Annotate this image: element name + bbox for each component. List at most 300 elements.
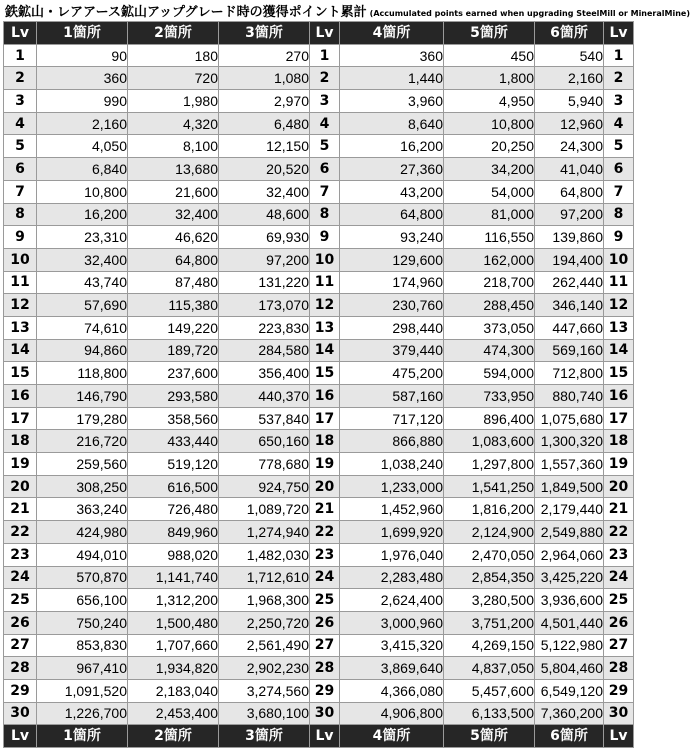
points-cell: 1,300,320 <box>535 430 604 453</box>
level-cell: 9 <box>310 226 340 249</box>
level-cell: 15 <box>604 362 634 385</box>
points-cell: 1,968,300 <box>219 589 310 612</box>
points-cell: 8,100 <box>128 135 219 158</box>
points-cell: 540 <box>535 44 604 67</box>
points-cell: 712,800 <box>535 362 604 385</box>
points-cell: 6,480 <box>219 112 310 135</box>
table-row <box>4 498 634 521</box>
points-cell: 69,930 <box>219 226 310 249</box>
table-row <box>4 589 634 612</box>
points-cell: 967,410 <box>37 657 128 680</box>
level-cell: 23 <box>604 543 634 566</box>
level-cell: 24 <box>4 566 37 589</box>
points-cell: 64,800 <box>535 180 604 203</box>
level-cell: 18 <box>310 430 340 453</box>
table-row <box>4 702 634 725</box>
header-cell: Lv <box>4 22 37 45</box>
points-cell: 1,541,250 <box>444 475 535 498</box>
table-body <box>4 44 634 725</box>
points-cell: 6,549,120 <box>535 679 604 702</box>
points-cell: 24,300 <box>535 135 604 158</box>
table-row <box>4 566 634 589</box>
level-cell: 5 <box>4 135 37 158</box>
level-cell: 4 <box>310 112 340 135</box>
points-cell: 379,440 <box>340 339 444 362</box>
points-cell: 1,075,680 <box>535 407 604 430</box>
header-cell: 6箇所 <box>535 22 604 45</box>
points-cell: 262,440 <box>535 271 604 294</box>
points-cell: 924,750 <box>219 475 310 498</box>
points-cell: 12,960 <box>535 112 604 135</box>
points-cell: 4,837,050 <box>444 657 535 680</box>
points-cell: 1,707,660 <box>128 634 219 657</box>
points-cell: 717,120 <box>340 407 444 430</box>
level-cell: 30 <box>604 702 634 725</box>
points-cell: 32,400 <box>219 180 310 203</box>
header-cell: 2箇所 <box>128 22 219 45</box>
points-cell: 93,240 <box>340 226 444 249</box>
points-cell: 218,700 <box>444 271 535 294</box>
level-cell: 16 <box>310 385 340 408</box>
level-cell: 28 <box>604 657 634 680</box>
points-cell: 10,800 <box>37 180 128 203</box>
level-cell: 4 <box>4 112 37 135</box>
points-cell: 447,660 <box>535 316 604 339</box>
level-cell: 21 <box>310 498 340 521</box>
points-cell: 733,950 <box>444 385 535 408</box>
points-cell: 64,800 <box>340 203 444 226</box>
level-cell: 19 <box>310 453 340 476</box>
points-cell: 298,440 <box>340 316 444 339</box>
points-cell: 1,976,040 <box>340 543 444 566</box>
points-cell: 2,179,440 <box>535 498 604 521</box>
points-cell: 849,960 <box>128 521 219 544</box>
points-cell: 16,200 <box>340 135 444 158</box>
points-cell: 13,680 <box>128 158 219 181</box>
points-cell: 5,940 <box>535 90 604 113</box>
points-cell: 2,160 <box>535 67 604 90</box>
level-cell: 19 <box>4 453 37 476</box>
level-cell: 8 <box>604 203 634 226</box>
points-cell: 424,980 <box>37 521 128 544</box>
points-cell: 189,720 <box>128 339 219 362</box>
level-cell: 6 <box>4 158 37 181</box>
level-cell: 22 <box>310 521 340 544</box>
points-cell: 4,050 <box>37 135 128 158</box>
level-cell: 24 <box>604 566 634 589</box>
table-row <box>4 316 634 339</box>
level-cell: 14 <box>4 339 37 362</box>
table-row <box>4 90 634 113</box>
level-cell: 5 <box>310 135 340 158</box>
points-cell: 270 <box>219 44 310 67</box>
points-cell: 537,840 <box>219 407 310 430</box>
points-cell: 174,960 <box>340 271 444 294</box>
points-cell: 475,200 <box>340 362 444 385</box>
points-cell: 880,740 <box>535 385 604 408</box>
table-row <box>4 679 634 702</box>
level-cell: 24 <box>310 566 340 589</box>
level-cell: 20 <box>310 475 340 498</box>
level-cell: 30 <box>310 702 340 725</box>
level-cell: 22 <box>604 521 634 544</box>
table-row <box>4 271 634 294</box>
points-cell: 1,849,500 <box>535 475 604 498</box>
level-cell: 13 <box>310 316 340 339</box>
points-cell: 866,880 <box>340 430 444 453</box>
level-cell: 11 <box>310 271 340 294</box>
level-cell: 13 <box>4 316 37 339</box>
points-cell: 896,400 <box>444 407 535 430</box>
level-cell: 12 <box>310 294 340 317</box>
points-cell: 450 <box>444 44 535 67</box>
points-cell: 162,000 <box>444 248 535 271</box>
points-cell: 1,312,200 <box>128 589 219 612</box>
title-subtitle: (Accumulated points earned when upgrading SteelMill or MineralMine) <box>369 9 690 18</box>
points-cell: 131,220 <box>219 271 310 294</box>
level-cell: 8 <box>310 203 340 226</box>
points-cell: 4,269,150 <box>444 634 535 657</box>
points-cell: 223,830 <box>219 316 310 339</box>
level-cell: 7 <box>310 180 340 203</box>
points-cell: 1,482,030 <box>219 543 310 566</box>
level-cell: 1 <box>4 44 37 67</box>
table-row <box>4 385 634 408</box>
points-cell: 3,000,960 <box>340 611 444 634</box>
points-cell: 34,200 <box>444 158 535 181</box>
level-cell: 2 <box>310 67 340 90</box>
table-row <box>4 135 634 158</box>
points-cell: 10,800 <box>444 112 535 135</box>
level-cell: 16 <box>604 385 634 408</box>
points-cell: 853,830 <box>37 634 128 657</box>
points-cell: 1,297,800 <box>444 453 535 476</box>
level-cell: 10 <box>4 248 37 271</box>
points-cell: 3,425,220 <box>535 566 604 589</box>
points-cell: 4,906,800 <box>340 702 444 725</box>
points-cell: 2,183,040 <box>128 679 219 702</box>
points-cell: 1,557,360 <box>535 453 604 476</box>
points-cell: 373,050 <box>444 316 535 339</box>
points-cell: 20,250 <box>444 135 535 158</box>
points-cell: 27,360 <box>340 158 444 181</box>
points-cell: 1,274,940 <box>219 521 310 544</box>
points-cell: 1,038,240 <box>340 453 444 476</box>
points-cell: 97,200 <box>219 248 310 271</box>
points-cell: 288,450 <box>444 294 535 317</box>
points-cell: 990 <box>37 90 128 113</box>
page-title <box>0 0 690 21</box>
level-cell: 1 <box>310 44 340 67</box>
points-cell: 1,091,520 <box>37 679 128 702</box>
points-cell: 32,400 <box>128 203 219 226</box>
points-cell: 94,860 <box>37 339 128 362</box>
level-cell: 20 <box>4 475 37 498</box>
points-cell: 1,934,820 <box>128 657 219 680</box>
points-cell: 569,160 <box>535 339 604 362</box>
level-cell: 1 <box>604 44 634 67</box>
level-cell: 26 <box>4 611 37 634</box>
points-cell: 494,010 <box>37 543 128 566</box>
points-cell: 194,400 <box>535 248 604 271</box>
table-footer-row <box>4 725 634 748</box>
points-cell: 57,690 <box>37 294 128 317</box>
points-cell: 358,560 <box>128 407 219 430</box>
footer-cell: 4箇所 <box>340 725 444 748</box>
points-cell: 4,501,440 <box>535 611 604 634</box>
header-cell: 4箇所 <box>340 22 444 45</box>
level-cell: 2 <box>604 67 634 90</box>
points-cell: 346,140 <box>535 294 604 317</box>
points-cell: 5,122,980 <box>535 634 604 657</box>
table-header-row <box>4 22 634 45</box>
points-cell: 1,800 <box>444 67 535 90</box>
points-cell: 32,400 <box>37 248 128 271</box>
points-cell: 726,480 <box>128 498 219 521</box>
table-row <box>4 226 634 249</box>
points-cell: 594,000 <box>444 362 535 385</box>
points-cell: 2,561,490 <box>219 634 310 657</box>
points-cell: 440,370 <box>219 385 310 408</box>
points-cell: 616,500 <box>128 475 219 498</box>
points-cell: 3,869,640 <box>340 657 444 680</box>
points-cell: 16,200 <box>37 203 128 226</box>
points-cell: 4,950 <box>444 90 535 113</box>
points-cell: 474,300 <box>444 339 535 362</box>
table-row <box>4 521 634 544</box>
points-cell: 570,870 <box>37 566 128 589</box>
footer-cell: Lv <box>310 725 340 748</box>
level-cell: 28 <box>4 657 37 680</box>
level-cell: 17 <box>310 407 340 430</box>
points-cell: 6,840 <box>37 158 128 181</box>
level-cell: 18 <box>4 430 37 453</box>
points-cell: 1,233,000 <box>340 475 444 498</box>
points-cell: 2,549,880 <box>535 521 604 544</box>
footer-cell: Lv <box>4 725 37 748</box>
level-cell: 12 <box>4 294 37 317</box>
points-cell: 988,020 <box>128 543 219 566</box>
level-cell: 2 <box>4 67 37 90</box>
points-cell: 41,040 <box>535 158 604 181</box>
table-row <box>4 543 634 566</box>
level-cell: 25 <box>4 589 37 612</box>
points-cell: 1,089,720 <box>219 498 310 521</box>
points-cell: 129,600 <box>340 248 444 271</box>
level-cell: 21 <box>4 498 37 521</box>
points-cell: 1,712,610 <box>219 566 310 589</box>
points-cell: 116,550 <box>444 226 535 249</box>
table-row <box>4 611 634 634</box>
points-cell: 2,283,480 <box>340 566 444 589</box>
points-cell: 54,000 <box>444 180 535 203</box>
level-cell: 30 <box>4 702 37 725</box>
level-cell: 11 <box>4 271 37 294</box>
points-cell: 2,250,720 <box>219 611 310 634</box>
points-cell: 2,964,060 <box>535 543 604 566</box>
table-row <box>4 248 634 271</box>
level-cell: 27 <box>4 634 37 657</box>
header-cell: 5箇所 <box>444 22 535 45</box>
points-cell: 356,400 <box>219 362 310 385</box>
level-cell: 6 <box>310 158 340 181</box>
header-cell: 3箇所 <box>219 22 310 45</box>
level-cell: 8 <box>4 203 37 226</box>
footer-cell: 6箇所 <box>535 725 604 748</box>
level-cell: 3 <box>604 90 634 113</box>
points-cell: 21,600 <box>128 180 219 203</box>
points-cell: 720 <box>128 67 219 90</box>
points-cell: 284,580 <box>219 339 310 362</box>
points-cell: 3,680,100 <box>219 702 310 725</box>
points-cell: 179,280 <box>37 407 128 430</box>
header-cell: Lv <box>310 22 340 45</box>
level-cell: 9 <box>604 226 634 249</box>
level-cell: 5 <box>604 135 634 158</box>
points-cell: 3,751,200 <box>444 611 535 634</box>
level-cell: 18 <box>604 430 634 453</box>
points-cell: 146,790 <box>37 385 128 408</box>
table-row <box>4 294 634 317</box>
level-cell: 19 <box>604 453 634 476</box>
points-cell: 433,440 <box>128 430 219 453</box>
table-row <box>4 430 634 453</box>
points-cell: 3,936,600 <box>535 589 604 612</box>
points-cell: 118,800 <box>37 362 128 385</box>
points-cell: 2,902,230 <box>219 657 310 680</box>
level-cell: 17 <box>4 407 37 430</box>
points-cell: 20,520 <box>219 158 310 181</box>
points-cell: 12,150 <box>219 135 310 158</box>
level-cell: 15 <box>310 362 340 385</box>
points-cell: 43,200 <box>340 180 444 203</box>
points-cell: 48,600 <box>219 203 310 226</box>
points-cell: 3,960 <box>340 90 444 113</box>
level-cell: 26 <box>604 611 634 634</box>
points-cell: 308,250 <box>37 475 128 498</box>
level-cell: 23 <box>310 543 340 566</box>
table-row <box>4 180 634 203</box>
level-cell: 15 <box>4 362 37 385</box>
level-cell: 3 <box>310 90 340 113</box>
points-cell: 1,080 <box>219 67 310 90</box>
footer-cell: Lv <box>604 725 634 748</box>
table-row <box>4 67 634 90</box>
points-cell: 1,141,740 <box>128 566 219 589</box>
table-row <box>4 158 634 181</box>
table-row <box>4 339 634 362</box>
points-cell: 46,620 <box>128 226 219 249</box>
points-cell: 3,415,320 <box>340 634 444 657</box>
points-cell: 3,274,560 <box>219 679 310 702</box>
points-cell: 81,000 <box>444 203 535 226</box>
points-cell: 2,970 <box>219 90 310 113</box>
points-cell: 2,160 <box>37 112 128 135</box>
points-cell: 656,100 <box>37 589 128 612</box>
table-row <box>4 44 634 67</box>
table-row <box>4 203 634 226</box>
header-cell: 1箇所 <box>37 22 128 45</box>
points-cell: 6,133,500 <box>444 702 535 725</box>
points-cell: 173,070 <box>219 294 310 317</box>
points-cell: 750,240 <box>37 611 128 634</box>
points-cell: 230,760 <box>340 294 444 317</box>
points-cell: 7,360,200 <box>535 702 604 725</box>
points-cell: 1,083,600 <box>444 430 535 453</box>
title-main: 鉄鉱山・レアアース鉱山アップグレード時の獲得ポイント累計 <box>5 5 367 20</box>
points-cell: 139,860 <box>535 226 604 249</box>
table-row <box>4 657 634 680</box>
table-row <box>4 362 634 385</box>
points-cell: 43,740 <box>37 271 128 294</box>
table-row <box>4 407 634 430</box>
points-cell: 360 <box>37 67 128 90</box>
points-cell: 1,500,480 <box>128 611 219 634</box>
level-cell: 28 <box>310 657 340 680</box>
level-cell: 25 <box>604 589 634 612</box>
level-cell: 21 <box>604 498 634 521</box>
footer-cell: 5箇所 <box>444 725 535 748</box>
points-cell: 2,124,900 <box>444 521 535 544</box>
points-cell: 23,310 <box>37 226 128 249</box>
points-cell: 2,624,400 <box>340 589 444 612</box>
points-cell: 1,226,700 <box>37 702 128 725</box>
footer-cell: 2箇所 <box>128 725 219 748</box>
table-row <box>4 634 634 657</box>
table-row <box>4 112 634 135</box>
level-cell: 22 <box>4 521 37 544</box>
points-cell: 259,560 <box>37 453 128 476</box>
footer-cell: 3箇所 <box>219 725 310 748</box>
points-cell: 115,380 <box>128 294 219 317</box>
points-cell: 8,640 <box>340 112 444 135</box>
level-cell: 11 <box>604 271 634 294</box>
points-cell: 4,320 <box>128 112 219 135</box>
points-cell: 587,160 <box>340 385 444 408</box>
points-cell: 2,453,400 <box>128 702 219 725</box>
level-cell: 20 <box>604 475 634 498</box>
level-cell: 10 <box>310 248 340 271</box>
level-cell: 3 <box>4 90 37 113</box>
points-cell: 97,200 <box>535 203 604 226</box>
level-cell: 17 <box>604 407 634 430</box>
level-cell: 29 <box>4 679 37 702</box>
level-cell: 6 <box>604 158 634 181</box>
points-cell: 237,600 <box>128 362 219 385</box>
level-cell: 4 <box>604 112 634 135</box>
level-cell: 14 <box>604 339 634 362</box>
level-cell: 14 <box>310 339 340 362</box>
level-cell: 9 <box>4 226 37 249</box>
level-cell: 23 <box>4 543 37 566</box>
points-cell: 87,480 <box>128 271 219 294</box>
footer-cell: 1箇所 <box>37 725 128 748</box>
points-cell: 4,366,080 <box>340 679 444 702</box>
points-cell: 2,470,050 <box>444 543 535 566</box>
points-cell: 1,816,200 <box>444 498 535 521</box>
points-cell: 5,457,600 <box>444 679 535 702</box>
points-cell: 90 <box>37 44 128 67</box>
points-cell: 1,980 <box>128 90 219 113</box>
level-cell: 27 <box>310 634 340 657</box>
points-cell: 360 <box>340 44 444 67</box>
level-cell: 12 <box>604 294 634 317</box>
points-cell: 74,610 <box>37 316 128 339</box>
points-cell: 293,580 <box>128 385 219 408</box>
points-cell: 519,120 <box>128 453 219 476</box>
points-cell: 64,800 <box>128 248 219 271</box>
points-cell: 1,440 <box>340 67 444 90</box>
